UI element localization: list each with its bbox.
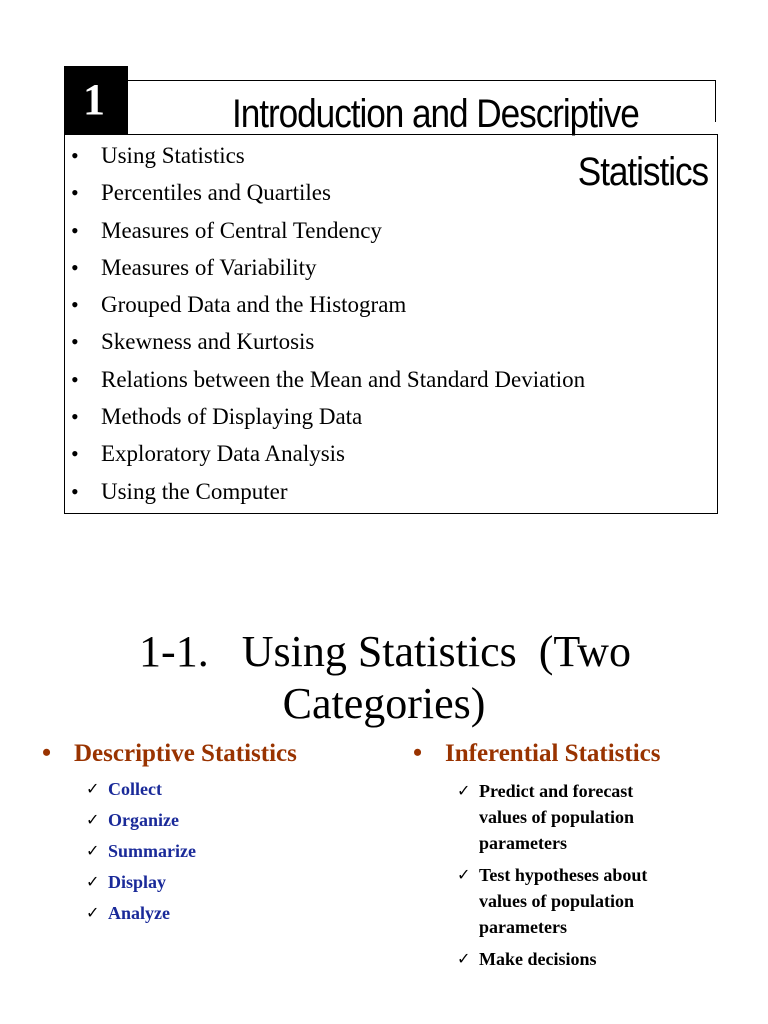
checkmark-icon: ✓ <box>457 781 471 800</box>
item-label: Summarize <box>108 841 196 861</box>
checkmark-icon: ✓ <box>86 872 100 891</box>
inferential-column <box>413 738 661 978</box>
checkmark-icon: ✓ <box>457 865 471 884</box>
topic-label: Relations between the Mean and Standard Deviation <box>101 366 586 392</box>
heading-bullet: • <box>42 738 52 767</box>
inferential-heading <box>413 738 661 774</box>
inferential-items <box>413 778 647 972</box>
section-title <box>0 626 768 730</box>
section-title-line1: 1-1. Using Statistics (Two <box>139 627 631 676</box>
checkmark-icon: ✓ <box>457 949 471 968</box>
item-label: Analyze <box>108 903 170 923</box>
checkmark-icon: ✓ <box>86 903 100 922</box>
bullet-icon: • <box>71 180 79 206</box>
section-title-line2: Categories) <box>282 679 486 728</box>
bullet-icon: • <box>71 366 79 392</box>
topic-label: Using Statistics <box>101 143 245 168</box>
item-label: Make decisions <box>479 949 597 969</box>
heading-bullet: • <box>413 738 423 767</box>
checkmark-icon: ✓ <box>86 841 100 860</box>
chapter-number-badge <box>64 66 128 134</box>
bullet-icon: • <box>71 254 79 280</box>
bullet-icon: • <box>71 404 79 430</box>
inferential-heading-text: Inferential Statistics <box>445 740 661 767</box>
topic-label: Using the Computer <box>101 478 288 504</box>
topic-label: Skewness and Kurtosis <box>101 329 315 355</box>
chapter-number: 1 <box>83 75 105 124</box>
bullet-icon: • <box>71 292 79 318</box>
topic-label: Methods of Displaying Data <box>101 404 363 430</box>
inferential-item <box>413 778 647 856</box>
bullet-icon: • <box>71 329 79 355</box>
inferential-item <box>413 862 647 940</box>
bullet-icon: • <box>71 478 79 504</box>
bullet-icon: • <box>71 441 79 467</box>
item-label: Collect <box>108 779 162 799</box>
chapter-title-line2: Statistics <box>577 150 708 194</box>
topic-label: Grouped Data and the Histogram <box>101 292 407 318</box>
descriptive-heading-text: Descriptive Statistics <box>74 740 297 767</box>
topic-label: Exploratory Data Analysis <box>101 441 346 467</box>
topic-label: Percentiles and Quartiles <box>101 180 331 206</box>
checkmark-icon: ✓ <box>86 810 100 829</box>
bullet-icon: • <box>71 217 79 243</box>
inferential-item <box>413 946 647 972</box>
item-label: Test hypotheses about values of population parameters <box>479 865 648 937</box>
checkmark-icon: ✓ <box>86 779 100 798</box>
item-label: Predict and forecast values of population parameters <box>479 781 635 853</box>
item-label: Display <box>108 872 167 892</box>
bullet-icon: • <box>71 143 79 168</box>
topic-label: Measures of Central Tendency <box>101 217 382 243</box>
topic-label: Measures of Variability <box>101 254 317 280</box>
item-label: Organize <box>108 810 179 830</box>
chapter-title-line1: Introduction and Descriptive <box>232 92 639 136</box>
